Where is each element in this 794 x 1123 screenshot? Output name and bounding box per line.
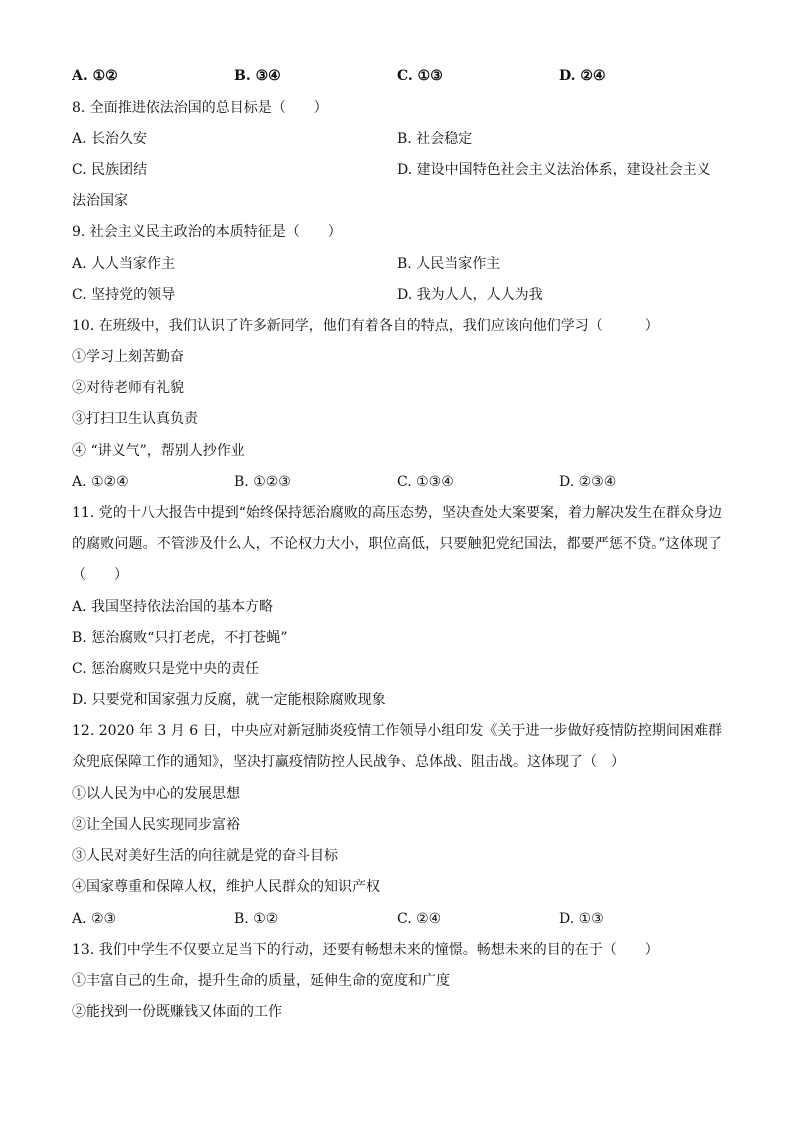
- q10-option-c: C. ①③④: [397, 474, 454, 490]
- q7-option-a: A. ①②: [72, 68, 118, 84]
- q10-option-b: B. ①②③: [234, 474, 291, 490]
- q8-option-b: B. 社会稳定: [397, 131, 473, 147]
- q11-stem: 11. 党的十八大报告中提到“始终保持惩治腐败的高压态势，坚决查处大案要案，着力解决发生在群众身边的腐败问题。不管涉及什么人，不论权力大小，职位高低，只要触犯党纪国法，都要严惩不贷。”这体现了（ ）: [72, 505, 722, 583]
- q9-option-c: C. 坚持党的领导: [72, 287, 176, 303]
- q9-stem: 9. 社会主义民主政治的本质特征是（ ）: [72, 224, 342, 240]
- q10-option-a: A. ①②④: [72, 474, 129, 490]
- q13-item-1: ①丰富自己的生命，提升生命的质量，延伸生命的宽度和广度: [72, 973, 450, 989]
- q10-item-4: ④ “讲义气”，帮别人抄作业: [72, 443, 245, 459]
- q12-option-c: C. ②④: [397, 911, 442, 927]
- q12-item-4: ④国家尊重和保障人权，维护人民群众的知识产权: [72, 879, 380, 895]
- q13-stem: 13. 我们中学生不仅要立足当下的行动，还要有畅想未来的憧憬。畅想未来的目的在于（ ）: [72, 942, 659, 958]
- q10-item-2: ②对待老师有礼貌: [72, 380, 184, 396]
- q10-item-1: ①学习上刻苦勤奋: [72, 349, 184, 365]
- q11-option-c: C. 惩治腐败只是党中央的责任: [72, 661, 260, 677]
- q8-option-d: D. 建设中国特色社会主义法治体系，建设社会主义: [397, 162, 711, 178]
- q12-option-a: A. ②③: [72, 911, 117, 927]
- q11-option-b: B. 惩治腐败“只打老虎，不打苍蝇”: [72, 630, 288, 646]
- q12-option-b: B. ①②: [234, 911, 279, 927]
- q12-stem: 12. 2020 年 3 月 6 日，中央应对新冠肺炎疫情工作领导小组印发《关于进一步做好疫情防控期间困难群众兜底保障工作的通知》，坚决打赢疫情防控人民战争、总体战、阻击战。这体现了（ ）: [72, 723, 722, 770]
- q12-item-2: ②让全国人民实现同步富裕: [72, 817, 240, 833]
- q11-option-d: D. 只要党和国家强力反腐，就一定能根除腐败现象: [72, 692, 386, 708]
- q8-stem: 8. 全面推进依法治国的总目标是（ ）: [72, 100, 328, 116]
- q7-option-d: D. ②④: [559, 68, 606, 84]
- q9-option-a: A. 人人当家作主: [72, 256, 176, 272]
- q7-option-c: C. ①③: [397, 68, 443, 84]
- q9-option-d: D. 我为人人，人人为我: [397, 287, 543, 303]
- q10-stem: 10. 在班级中，我们认识了许多新同学，他们有着各自的特点，我们应该向他们学习（ ）: [72, 318, 659, 334]
- q12-option-d: D. ①③: [559, 911, 604, 927]
- q8-option-c: C. 民族团结: [72, 162, 148, 178]
- q11-option-a: A. 我国坚持依法治国的基本方略: [72, 599, 274, 615]
- q12-item-1: ①以人民为中心的发展思想: [72, 786, 240, 802]
- q12-item-3: ③人民对美好生活的向往就是党的奋斗目标: [72, 848, 338, 864]
- q10-option-d: D. ②③④: [559, 474, 617, 490]
- q10-item-3: ③打扫卫生认真负责: [72, 411, 198, 427]
- q8-option-d-continuation: 法治国家: [72, 193, 128, 209]
- q8-option-a: A. 长治久安: [72, 131, 148, 147]
- q13-item-2: ②能找到一份既赚钱又体面的工作: [72, 1004, 282, 1020]
- q7-option-b: B. ③④: [234, 68, 281, 84]
- q9-option-b: B. 人民当家作主: [397, 256, 501, 272]
